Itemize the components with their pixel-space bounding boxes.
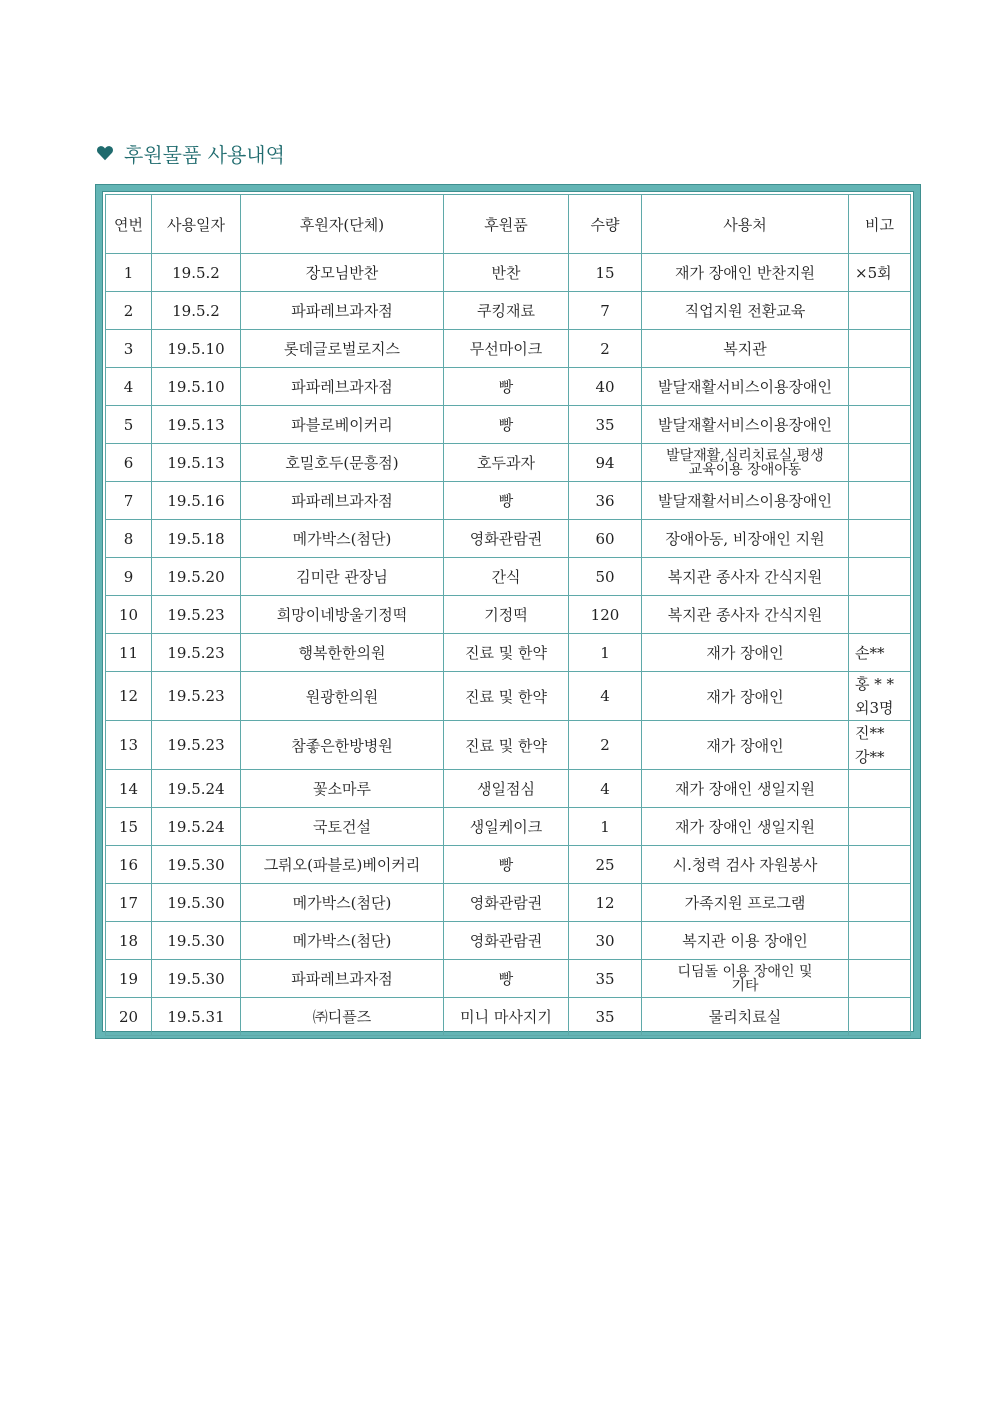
cell-place: 재가 장애인	[642, 672, 849, 721]
donation-table	[105, 194, 911, 1036]
cell-item: 간식	[444, 558, 569, 596]
cell-place: 장애아동, 비장애인 지원	[642, 520, 849, 558]
cell-donor: 파파레브과자점	[241, 482, 444, 520]
table-body	[106, 254, 911, 1036]
header-cell-item: 후원품	[444, 195, 569, 254]
cell-no: 4	[106, 368, 152, 406]
cell-qty: 120	[569, 596, 642, 634]
cell-note: 진** 강**	[849, 721, 911, 770]
table-row	[106, 368, 911, 406]
cell-note	[849, 998, 911, 1036]
cell-item: 미니 마사지기	[444, 998, 569, 1036]
cell-no: 5	[106, 406, 152, 444]
cell-note	[849, 922, 911, 960]
table-frame	[95, 184, 921, 1039]
cell-note	[849, 846, 911, 884]
cell-qty: 15	[569, 254, 642, 292]
cell-donor: 원광한의원	[241, 672, 444, 721]
cell-item: 쿠킹재료	[444, 292, 569, 330]
cell-place: 복지관 이용 장애인	[642, 922, 849, 960]
cell-item: 생일케이크	[444, 808, 569, 846]
cell-no: 12	[106, 672, 152, 721]
cell-no: 8	[106, 520, 152, 558]
cell-note	[849, 292, 911, 330]
cell-donor: 꽃소마루	[241, 770, 444, 808]
cell-qty: 94	[569, 444, 642, 482]
cell-date: 19.5.24	[152, 770, 241, 808]
cell-note	[849, 960, 911, 998]
cell-donor: 국토건설	[241, 808, 444, 846]
cell-donor: 파파레브과자점	[241, 368, 444, 406]
cell-date: 19.5.2	[152, 254, 241, 292]
cell-note	[849, 406, 911, 444]
cell-place: 발달재활서비스이용장애인	[642, 368, 849, 406]
cell-qty: 1	[569, 808, 642, 846]
cell-place: 복지관	[642, 330, 849, 368]
cell-item: 무선마이크	[444, 330, 569, 368]
cell-donor: ㈜디플즈	[241, 998, 444, 1036]
table-row	[106, 558, 911, 596]
cell-date: 19.5.23	[152, 634, 241, 672]
cell-qty: 1	[569, 634, 642, 672]
heart-icon	[96, 144, 114, 162]
cell-place: 복지관 종사자 간식지원	[642, 596, 849, 634]
table-row	[106, 998, 911, 1036]
cell-item: 진료 및 한약	[444, 721, 569, 770]
table-row	[106, 922, 911, 960]
table-header-row	[106, 195, 911, 254]
cell-date: 19.5.10	[152, 330, 241, 368]
cell-item: 진료 및 한약	[444, 634, 569, 672]
cell-no: 2	[106, 292, 152, 330]
cell-date: 19.5.30	[152, 960, 241, 998]
title-text: 후원물품 사용내역	[124, 142, 285, 167]
cell-place: 복지관 종사자 간식지원	[642, 558, 849, 596]
cell-donor: 파파레브과자점	[241, 960, 444, 998]
cell-date: 19.5.23	[152, 721, 241, 770]
table-row	[106, 634, 911, 672]
cell-donor: 희망이네방울기정떡	[241, 596, 444, 634]
cell-place: 디딤돌 이용 장애인 및 기타	[642, 960, 849, 998]
header-cell-qty: 수량	[569, 195, 642, 254]
cell-qty: 36	[569, 482, 642, 520]
cell-date: 19.5.30	[152, 846, 241, 884]
cell-date: 19.5.24	[152, 808, 241, 846]
header-cell-date: 사용일자	[152, 195, 241, 254]
cell-date: 19.5.13	[152, 444, 241, 482]
cell-item: 호두과자	[444, 444, 569, 482]
cell-item: 빵	[444, 368, 569, 406]
cell-place: 가족지원 프로그램	[642, 884, 849, 922]
cell-date: 19.5.10	[152, 368, 241, 406]
section-title	[96, 138, 285, 168]
cell-note	[849, 558, 911, 596]
cell-item: 영화관람권	[444, 520, 569, 558]
cell-no: 16	[106, 846, 152, 884]
cell-item: 기정떡	[444, 596, 569, 634]
cell-qty: 40	[569, 368, 642, 406]
table-row	[106, 330, 911, 368]
cell-donor: 메가박스(첨단)	[241, 884, 444, 922]
cell-item: 빵	[444, 482, 569, 520]
cell-note	[849, 884, 911, 922]
cell-donor: 메가박스(첨단)	[241, 922, 444, 960]
cell-place: 직업지원 전환교육	[642, 292, 849, 330]
cell-item: 빵	[444, 960, 569, 998]
cell-no: 9	[106, 558, 152, 596]
cell-donor: 행복한한의원	[241, 634, 444, 672]
cell-date: 19.5.16	[152, 482, 241, 520]
cell-note	[849, 482, 911, 520]
cell-qty: 4	[569, 672, 642, 721]
cell-date: 19.5.13	[152, 406, 241, 444]
cell-date: 19.5.2	[152, 292, 241, 330]
cell-no: 10	[106, 596, 152, 634]
cell-item: 영화관람권	[444, 884, 569, 922]
cell-date: 19.5.18	[152, 520, 241, 558]
cell-note: 손**	[849, 634, 911, 672]
table-row	[106, 254, 911, 292]
header-cell-place: 사용처	[642, 195, 849, 254]
table-row	[106, 770, 911, 808]
cell-qty: 30	[569, 922, 642, 960]
cell-qty: 35	[569, 998, 642, 1036]
cell-qty: 50	[569, 558, 642, 596]
cell-no: 18	[106, 922, 152, 960]
table-row	[106, 846, 911, 884]
table-row	[106, 672, 911, 721]
cell-donor: 장모님반찬	[241, 254, 444, 292]
cell-place: 발달재활서비스이용장애인	[642, 482, 849, 520]
table-row	[106, 520, 911, 558]
cell-place: 시.청력 검사 자원봉사	[642, 846, 849, 884]
cell-qty: 2	[569, 721, 642, 770]
cell-note: ×5회	[849, 254, 911, 292]
cell-date: 19.5.23	[152, 596, 241, 634]
cell-no: 20	[106, 998, 152, 1036]
cell-no: 15	[106, 808, 152, 846]
cell-no: 17	[106, 884, 152, 922]
cell-note	[849, 520, 911, 558]
cell-place: 재가 장애인 생일지원	[642, 770, 849, 808]
header-cell-donor: 후원자(단체)	[241, 195, 444, 254]
cell-place: 재가 장애인	[642, 721, 849, 770]
cell-date: 19.5.20	[152, 558, 241, 596]
cell-qty: 60	[569, 520, 642, 558]
cell-qty: 2	[569, 330, 642, 368]
cell-note	[849, 808, 911, 846]
cell-donor: 메가박스(첨단)	[241, 520, 444, 558]
cell-no: 14	[106, 770, 152, 808]
cell-date: 19.5.30	[152, 922, 241, 960]
cell-no: 3	[106, 330, 152, 368]
cell-date: 19.5.31	[152, 998, 241, 1036]
table-row	[106, 406, 911, 444]
cell-place: 재가 장애인	[642, 634, 849, 672]
cell-qty: 12	[569, 884, 642, 922]
table-row	[106, 960, 911, 998]
cell-no: 7	[106, 482, 152, 520]
cell-item: 진료 및 한약	[444, 672, 569, 721]
cell-item: 반찬	[444, 254, 569, 292]
cell-qty: 35	[569, 406, 642, 444]
cell-place: 발달재활서비스이용장애인	[642, 406, 849, 444]
table-row	[106, 884, 911, 922]
cell-donor: 롯데글로벌로지스	[241, 330, 444, 368]
cell-place: 물리치료실	[642, 998, 849, 1036]
cell-date: 19.5.30	[152, 884, 241, 922]
cell-no: 13	[106, 721, 152, 770]
cell-place: 발달재활,심리치료실,평생 교육이용 장애아동	[642, 444, 849, 482]
cell-place: 재가 장애인 생일지원	[642, 808, 849, 846]
table-row	[106, 292, 911, 330]
cell-no: 1	[106, 254, 152, 292]
cell-qty: 35	[569, 960, 642, 998]
cell-date: 19.5.23	[152, 672, 241, 721]
cell-note	[849, 770, 911, 808]
table-row	[106, 596, 911, 634]
cell-donor: 참좋은한방병원	[241, 721, 444, 770]
table-row	[106, 721, 911, 770]
cell-donor: 그뤼오(파블로)베이커리	[241, 846, 444, 884]
cell-donor: 김미란 관장님	[241, 558, 444, 596]
cell-note	[849, 368, 911, 406]
cell-qty: 7	[569, 292, 642, 330]
header-cell-no: 연번	[106, 195, 152, 254]
table-frame-inner	[102, 191, 914, 1032]
table-row	[106, 482, 911, 520]
header-cell-note: 비고	[849, 195, 911, 254]
cell-donor: 파블로베이커리	[241, 406, 444, 444]
cell-note	[849, 596, 911, 634]
cell-note	[849, 444, 911, 482]
cell-no: 19	[106, 960, 152, 998]
cell-place: 재가 장애인 반찬지원	[642, 254, 849, 292]
cell-donor: 호밀호두(문흥점)	[241, 444, 444, 482]
cell-qty: 4	[569, 770, 642, 808]
cell-item: 빵	[444, 846, 569, 884]
cell-item: 영화관람권	[444, 922, 569, 960]
cell-item: 빵	[444, 406, 569, 444]
cell-no: 6	[106, 444, 152, 482]
cell-no: 11	[106, 634, 152, 672]
table-row	[106, 444, 911, 482]
cell-note	[849, 330, 911, 368]
cell-note: 홍 * * 외3명	[849, 672, 911, 721]
cell-donor: 파파레브과자점	[241, 292, 444, 330]
cell-item: 생일점심	[444, 770, 569, 808]
cell-qty: 25	[569, 846, 642, 884]
table-row	[106, 808, 911, 846]
